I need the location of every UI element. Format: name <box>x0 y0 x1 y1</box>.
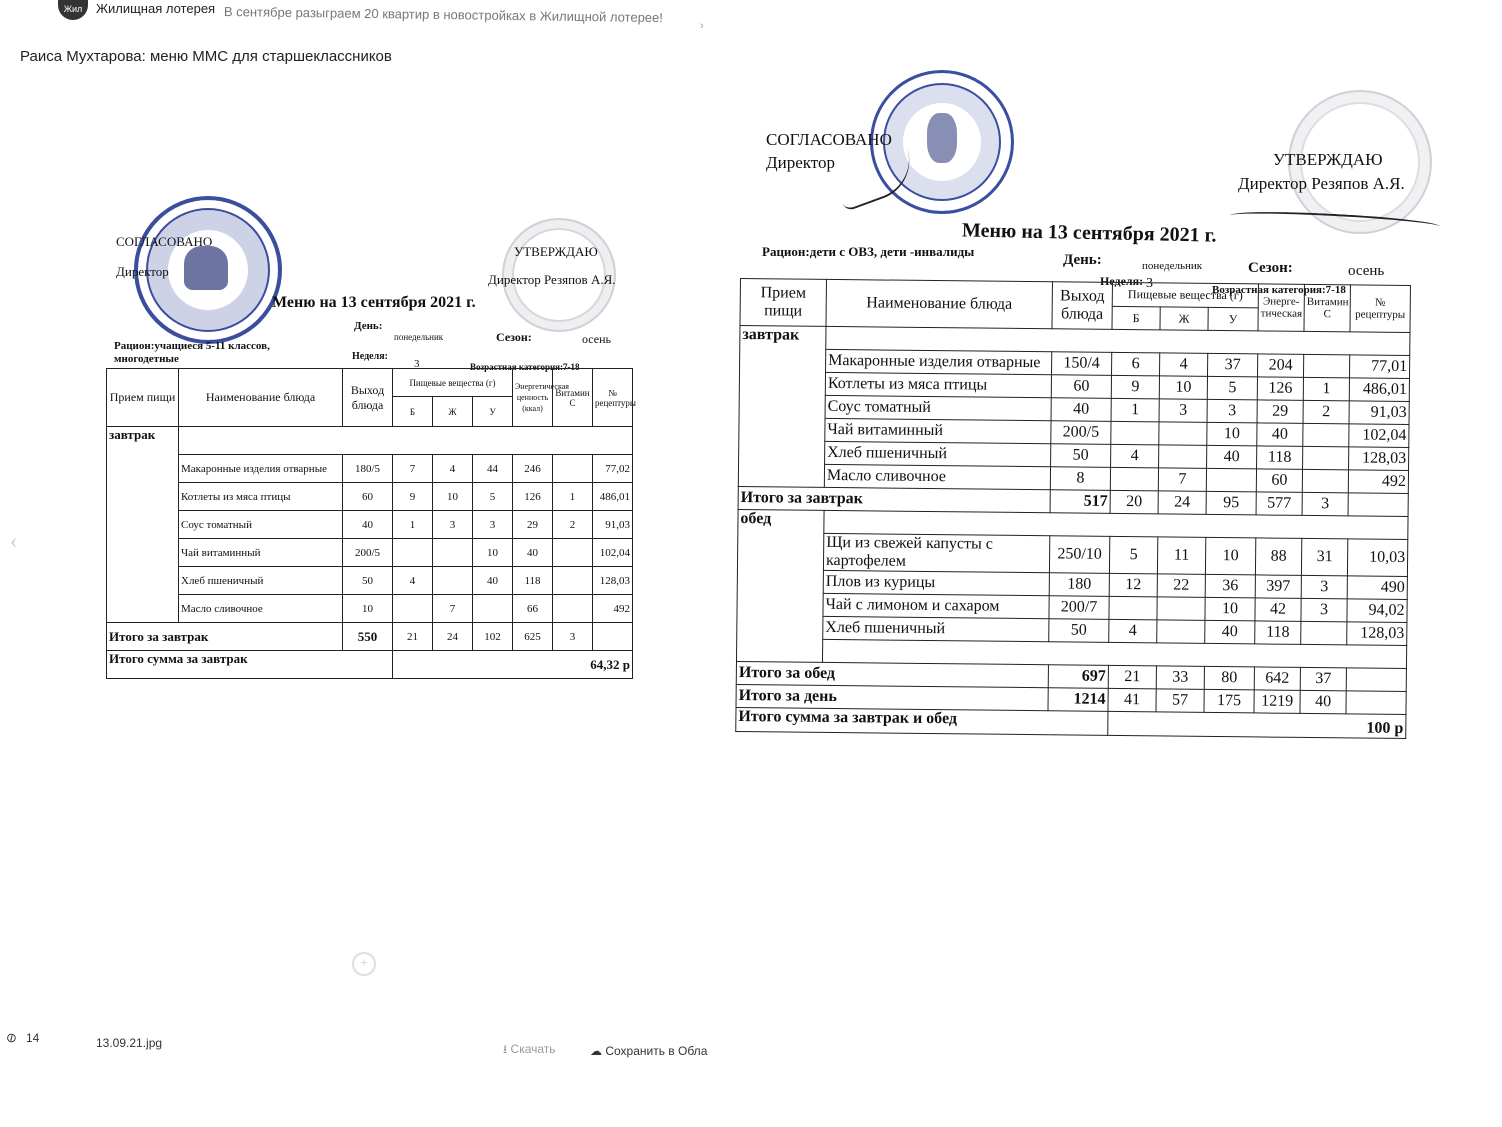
ad-banner[interactable] <box>0 0 712 30</box>
cell-yield: 180 <box>1049 573 1109 597</box>
cell-kcal: 66 <box>513 595 553 623</box>
cell-zh: 7 <box>1158 468 1206 492</box>
cell-yield: 180/5 <box>343 455 393 483</box>
cell-kcal: 246 <box>513 455 553 483</box>
cell-zh <box>433 567 473 595</box>
breakfast-total-yield: 517 <box>1050 490 1110 514</box>
table-row <box>107 511 633 539</box>
director-label: Директор <box>766 153 835 172</box>
cell-c <box>1301 621 1347 644</box>
cell-yield: 150/4 <box>1052 352 1112 376</box>
email-subject: Раиса Мухтарова: меню ММС для старшеклассников <box>20 48 392 65</box>
cell-b: 5 <box>1109 536 1157 574</box>
cell-c <box>553 567 593 595</box>
cell-u: 40 <box>1207 445 1257 469</box>
attachment-count: 14 <box>26 1031 40 1045</box>
download-label: Скачать <box>510 1042 556 1056</box>
breakfast-total-u: 95 <box>1206 491 1256 515</box>
cell-b: 4 <box>1109 619 1157 643</box>
cell-b <box>393 539 433 567</box>
table-row <box>107 539 633 567</box>
cell-zh <box>433 539 473 567</box>
menu-document-small <box>104 196 636 696</box>
agreed-label: СОГЛАСОВАНО <box>116 234 213 249</box>
cell-b: 4 <box>393 567 433 595</box>
save-cloud-button[interactable] <box>590 1044 707 1058</box>
cell-u: 3 <box>473 511 513 539</box>
cell-yield: 60 <box>343 483 393 511</box>
cell-kcal: 126 <box>1257 377 1303 400</box>
ration-label: Рацион:учащиеся 5-11 классов, <box>114 340 270 352</box>
cell-zh: 10 <box>433 483 473 511</box>
cell-kcal: 88 <box>1255 538 1301 575</box>
cell-zh <box>1159 445 1207 469</box>
cell-rec: 128,03 <box>593 567 633 595</box>
cell-kcal: 40 <box>513 539 553 567</box>
cell-kcal: 60 <box>1256 469 1302 492</box>
cell-dish: Хлеб пшеничный <box>823 616 1049 641</box>
header-b: Б <box>1112 306 1160 330</box>
cell-kcal: 126 <box>513 483 553 511</box>
cell-rec: 102,04 <box>1349 424 1409 448</box>
season-value: осень <box>1348 263 1385 279</box>
breakfast-total-b: 20 <box>1110 490 1158 514</box>
header-u: У <box>1208 307 1258 331</box>
day-value: понедельник <box>394 332 444 342</box>
header-energy: Энергетическая ценность (ккал) <box>513 369 553 427</box>
cell-u <box>473 595 513 623</box>
lunch-total-zh: 33 <box>1156 666 1204 690</box>
table-row <box>107 455 633 483</box>
cell-u: 10 <box>1205 537 1255 575</box>
day-total-vitc: 40 <box>1300 690 1346 713</box>
day-label: День: <box>1063 252 1102 268</box>
cell-u: 10 <box>473 539 513 567</box>
menu-table <box>735 278 1411 739</box>
breakfast-total-zh: 24 <box>1158 491 1206 515</box>
header-zh: Ж <box>433 397 473 427</box>
cell-rec: 77,01 <box>1350 355 1410 379</box>
ration-label-2: многодетные <box>114 353 179 365</box>
week-label: Неделя: <box>1100 274 1144 288</box>
doc-title: Меню на 13 сентября 2021 г. <box>272 294 476 311</box>
cell-zh: 10 <box>1159 376 1207 400</box>
header-vitc: Витамин С <box>553 369 593 427</box>
cell-u: 40 <box>473 567 513 595</box>
cell-dish: Плов из курицы <box>823 570 1049 595</box>
save-label: Сохранить в Обла <box>605 1044 708 1058</box>
cell-b: 1 <box>393 511 433 539</box>
cell-c <box>1303 446 1349 469</box>
header-nutrients: Пищевые вещества (г) <box>393 369 513 397</box>
cell-dish: Соус томатный <box>179 511 343 539</box>
season-value: осень <box>582 332 611 346</box>
age-category: Возрастная категория:7-18 <box>1212 284 1346 296</box>
cell-rec: 490 <box>1347 576 1407 600</box>
cell-dish: Котлеты из мяса птицы <box>179 483 343 511</box>
cell-dish: Хлеб пшеничный <box>179 567 343 595</box>
cell-kcal: 397 <box>1255 575 1301 598</box>
cell-b <box>1111 421 1159 445</box>
cell-c: 31 <box>1301 538 1347 575</box>
header-vitc: Витамин С <box>1304 284 1350 331</box>
cell-rec: 492 <box>593 595 633 623</box>
doc-title: Меню на 13 сентября 2021 г. <box>961 219 1217 247</box>
approve-label: УТВЕРЖДАЮ <box>1273 150 1383 169</box>
download-icon: ⭳ <box>503 1042 511 1056</box>
zoom-icon[interactable]: + <box>352 952 376 976</box>
cell-b <box>393 595 433 623</box>
cell-dish: Масло сливочное <box>179 595 343 623</box>
cell-kcal: 118 <box>513 567 553 595</box>
ad-arrow-icon[interactable]: › <box>700 20 704 32</box>
cell-b <box>1109 596 1157 620</box>
header-dish: Наименование блюда <box>179 369 343 427</box>
cell-zh: 4 <box>1159 353 1207 377</box>
table-row <box>737 532 1407 576</box>
cell-kcal: 29 <box>1257 400 1303 423</box>
spacer-row <box>179 427 633 455</box>
cell-c <box>1303 423 1349 446</box>
cell-kcal: 40 <box>1257 423 1303 446</box>
total-kcal: 625 <box>513 623 553 651</box>
header-meal: Прием пищи <box>107 369 179 427</box>
day-label: День: <box>354 320 383 332</box>
cell-yield: 250/10 <box>1049 536 1109 574</box>
total-yield: 550 <box>343 623 393 651</box>
cell-b: 1 <box>1111 398 1159 422</box>
cell-u: 10 <box>1205 597 1255 621</box>
header-yield: Выход блюда <box>343 369 393 427</box>
header-nutrients: Пищевые вещества (г) <box>1112 282 1258 308</box>
cell-dish: Котлеты из мяса птицы <box>825 372 1051 397</box>
meal-breakfast: завтрак <box>738 326 826 488</box>
download-button[interactable] <box>503 1040 556 1061</box>
cell-c: 3 <box>1301 598 1347 621</box>
cell-u: 37 <box>1207 353 1257 377</box>
cell-c <box>553 595 593 623</box>
cell-rec: 91,03 <box>593 511 633 539</box>
season-label: Сезон: <box>1248 260 1293 276</box>
total-vitc: 3 <box>553 623 593 651</box>
attachment-viewer <box>0 0 712 1127</box>
cell-rec: 128,03 <box>1347 622 1407 646</box>
header-b: Б <box>393 397 433 427</box>
breakfast-total-label: Итого за завтрак <box>738 486 1050 512</box>
cell-c <box>553 455 593 483</box>
lunch-total-kcal: 642 <box>1254 667 1300 690</box>
cloud-icon: ☁ <box>590 1044 606 1058</box>
cell-zh: 11 <box>1157 537 1205 575</box>
header-zh: Ж <box>1160 307 1208 331</box>
cell-c: 2 <box>1303 400 1349 423</box>
cell-kcal: 118 <box>1255 621 1301 644</box>
cell-u: 44 <box>473 455 513 483</box>
cell-c: 1 <box>553 483 593 511</box>
attachment-bar <box>0 1026 712 1066</box>
total-u: 102 <box>473 623 513 651</box>
breakfast-total-kcal: 577 <box>1256 492 1302 515</box>
cell-yield: 200/7 <box>1049 596 1109 620</box>
meal-breakfast: завтрак <box>107 427 179 623</box>
header-u: У <box>473 397 513 427</box>
cell-kcal: 42 <box>1255 598 1301 621</box>
cell-yield: 50 <box>1049 619 1109 643</box>
cell-u <box>1206 468 1256 492</box>
header-yield: Выход блюда <box>1052 282 1112 330</box>
cell-kcal: 204 <box>1258 354 1304 377</box>
cell-c: 3 <box>1301 575 1347 598</box>
cell-yield: 60 <box>1051 375 1111 399</box>
header-meal: Прием пищи <box>740 279 826 327</box>
day-value: понедельник <box>1142 260 1203 272</box>
cell-zh: 22 <box>1157 574 1205 598</box>
lunch-total-yield: 697 <box>1048 665 1108 689</box>
sum-value: 100 р <box>1108 711 1406 738</box>
approver-label: Директор Резяпов А.Я. <box>488 272 616 287</box>
cell-yield: 10 <box>343 595 393 623</box>
cell-zh <box>1157 597 1205 621</box>
total-b: 21 <box>393 623 433 651</box>
cell-b: 7 <box>393 455 433 483</box>
cell-u: 10 <box>1207 422 1257 446</box>
cell-rec: 77,02 <box>593 455 633 483</box>
cell-yield: 200/5 <box>1051 421 1111 445</box>
cell-rec: 486,01 <box>1349 378 1409 402</box>
meal-lunch: обед <box>736 509 824 662</box>
cell-dish: Макаронные изделия отварные <box>179 455 343 483</box>
approver-label: Директор Резяпов А.Я. <box>1238 174 1405 193</box>
sum-label: Итого сумма за завтрак и обед <box>736 707 1108 735</box>
header-dish: Наименование блюда <box>826 279 1052 328</box>
cell-dish: Макаронные изделия отварные <box>826 349 1052 374</box>
sum-value: 64,32 р <box>393 651 633 679</box>
cell-kcal: 118 <box>1257 446 1303 469</box>
paperclip-icon: ⊘ <box>2 1028 20 1047</box>
approve-label: УТВЕРЖДАЮ <box>514 244 598 259</box>
prev-arrow-icon[interactable]: ‹ <box>10 528 18 553</box>
cell-b: 12 <box>1109 573 1157 597</box>
total-zh: 24 <box>433 623 473 651</box>
cell-u: 36 <box>1205 574 1255 598</box>
cell-b: 9 <box>393 483 433 511</box>
director-label: Директор <box>116 264 169 279</box>
cell-zh: 7 <box>433 595 473 623</box>
day-total-u: 175 <box>1204 689 1254 713</box>
lunch-total-b: 21 <box>1108 665 1156 689</box>
cell-rec: 492 <box>1348 470 1408 494</box>
cell-b: 9 <box>1111 375 1159 399</box>
menu-document-large <box>738 60 1428 790</box>
cell-dish: Чай витаминный <box>179 539 343 567</box>
cell-c <box>553 539 593 567</box>
cell-dish: Соус томатный <box>825 395 1051 420</box>
cell-rec: 102,04 <box>593 539 633 567</box>
cell-dish: Чай витаминный <box>825 418 1051 443</box>
cell-dish: Масло сливочное <box>824 464 1050 489</box>
cell-yield: 8 <box>1050 467 1110 491</box>
cell-u: 5 <box>473 483 513 511</box>
season-label: Сезон: <box>496 330 532 344</box>
ad-text[interactable]: В сентябре разыграем 20 квартир в новостройках в Жилищной лотерее! <box>223 4 664 26</box>
cell-yield: 50 <box>1051 444 1111 468</box>
lunch-total-u: 80 <box>1204 666 1254 690</box>
age-category: Возрастная категория:7-18 <box>470 362 580 372</box>
cell-rec: 94,02 <box>1347 599 1407 623</box>
cell-rec: 486,01 <box>593 483 633 511</box>
cell-yield: 200/5 <box>343 539 393 567</box>
lunch-total-label: Итого за обед <box>736 661 1048 687</box>
agreed-label: СОГЛАСОВАНО <box>766 130 892 149</box>
cell-zh: 3 <box>433 511 473 539</box>
day-total-yield: 1214 <box>1048 688 1108 712</box>
breakfast-total-vitc: 3 <box>1302 492 1348 515</box>
ad-logo: Жил <box>58 0 88 20</box>
cell-kcal: 29 <box>513 511 553 539</box>
table-row <box>107 567 633 595</box>
table-row <box>107 595 633 623</box>
header-recipe: № рецептуры <box>1350 285 1410 333</box>
cell-b: 4 <box>1111 444 1159 468</box>
cell-u: 3 <box>1207 399 1257 423</box>
cell-yield: 40 <box>1051 398 1111 422</box>
cell-c <box>1304 354 1350 377</box>
week-value: 3 <box>414 358 420 370</box>
lunch-total-vitc: 37 <box>1300 667 1346 690</box>
sum-label: Итого сумма за завтрак <box>107 651 393 679</box>
cell-rec: 128,03 <box>1349 447 1409 471</box>
ration-label: Рацион:дети с ОВЗ, дети -инвалиды <box>762 244 975 259</box>
cell-b <box>1110 467 1158 491</box>
day-total-label: Итого за день <box>736 684 1048 710</box>
week-label: Неделя: <box>352 351 388 362</box>
day-total-kcal: 1219 <box>1254 690 1300 713</box>
ad-brand[interactable]: Жилищная лотерея <box>96 1 216 16</box>
cell-zh <box>1157 620 1205 644</box>
file-name[interactable]: 13.09.21.jpg <box>96 1036 163 1050</box>
menu-table <box>106 368 636 679</box>
cell-u: 5 <box>1207 376 1257 400</box>
day-total-zh: 57 <box>1156 689 1204 713</box>
cell-rec: 91,03 <box>1349 401 1409 425</box>
cell-c: 2 <box>553 511 593 539</box>
cell-dish: Щи из свежей капусты с картофелем <box>823 533 1049 572</box>
total-label: Итого за завтрак <box>107 623 343 651</box>
cell-zh: 4 <box>433 455 473 483</box>
cell-u: 40 <box>1205 620 1255 644</box>
cell-c: 1 <box>1303 377 1349 400</box>
day-total-b: 41 <box>1108 688 1156 712</box>
header-recipe: № рецептуры <box>593 369 633 427</box>
cell-dish: Хлеб пшеничный <box>825 441 1051 466</box>
cell-zh <box>1159 422 1207 446</box>
cell-c <box>1302 469 1348 492</box>
cell-dish: Чай с лимоном и сахаром <box>823 593 1049 618</box>
header-energy: Энерге-тическая <box>1258 284 1304 331</box>
cell-rec: 10,03 <box>1347 539 1407 577</box>
cell-yield: 40 <box>343 511 393 539</box>
cell-zh: 3 <box>1159 399 1207 423</box>
cell-yield: 50 <box>343 567 393 595</box>
week-value: 3 <box>1146 276 1153 291</box>
cell-b: 6 <box>1112 352 1160 376</box>
table-row <box>107 483 633 511</box>
